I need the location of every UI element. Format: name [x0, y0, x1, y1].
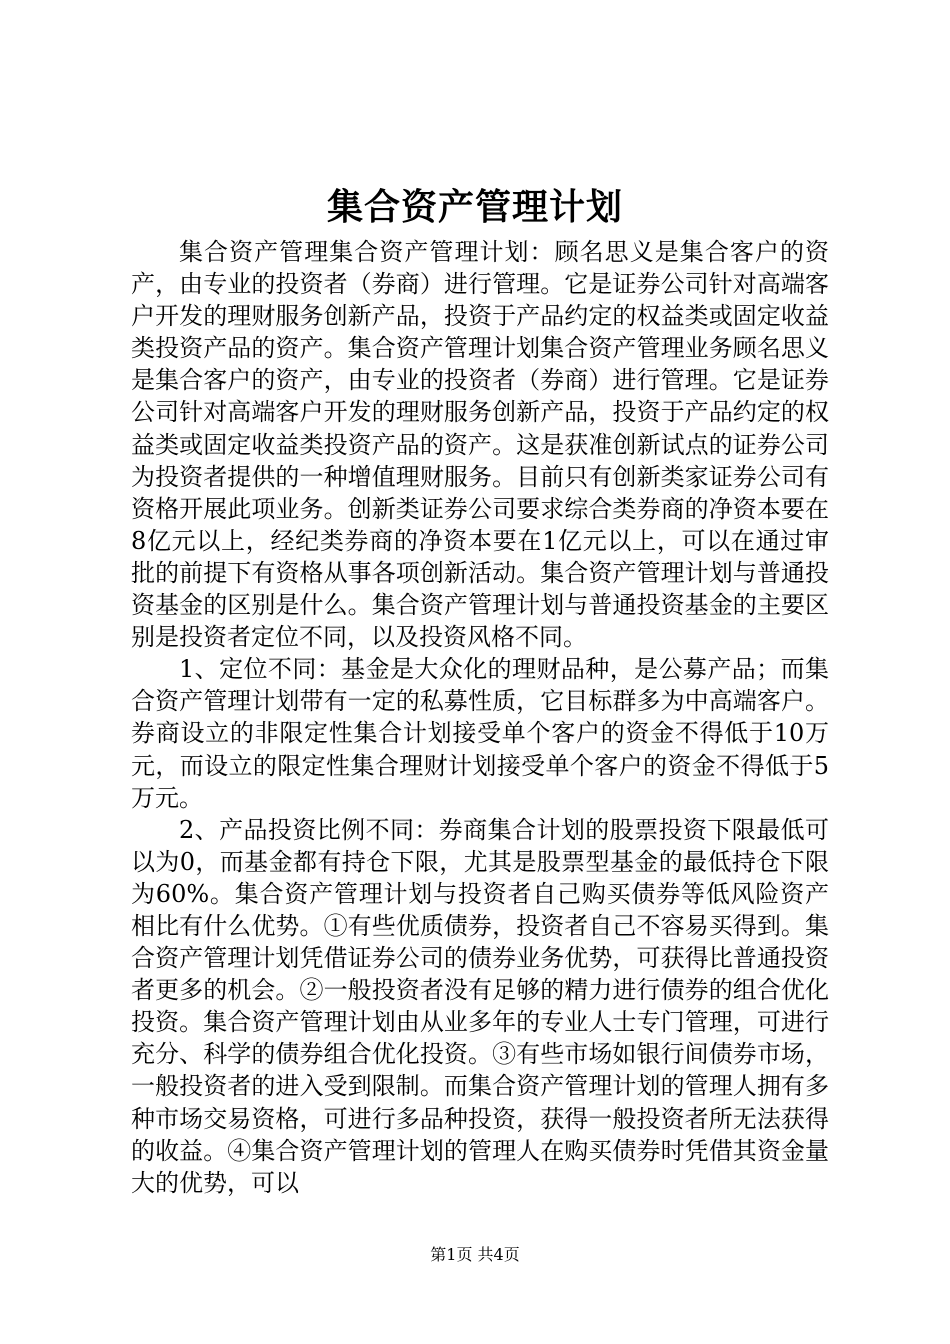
paragraph-investment-ratio: 2、产品投资比例不同：券商集合计划的股票投资下限最低可以为0，而基金都有持仓下限，尤其是股票型基金的最低持仓下限为60%。集合资产管理计划与投资者自己购买债券等低风险资产相比有什么优势。①有些优质债券，投资者自己不容易买得到。集合资产管理计划凭借证券公司的债券业务优势，可获得比普通投资者更多的机会。②一般投资者没有足够的精力进行债券的组合优化投资。集合资产管理计划由从业多年的专业人士专门管理，可进行充分、科学的债券组合优化投资。③有些市场如银行间债券市场，一般投资者的进入受到限制。而集合资产管理计划的管理人拥有多种市场交易资格，可进行多品种投资，获得一般投资者所无法获得的收益。④集合资产管理计划的管理人在购买债券时凭借其资金量大的优势，可以: [131, 815, 829, 1197]
paragraph-positioning: 1、定位不同：基金是大众化的理财品种，是公募产品；而集合资产管理计划带有一定的私募性质，它目标群多为中高端客户。券商设立的非限定性集合计划接受单个客户的资金不得低于10万元，而设立的限定性集合理财计划接受单个客户的资金不得低于5万元。: [131, 655, 829, 812]
document-body: [131, 236, 829, 1199]
page-number-footer: 第1页 共4页: [430, 1245, 520, 1264]
document-title: 集合资产管理计划: [326, 187, 623, 228]
paragraph-intro: 集合资产管理集合资产管理计划：顾名思义是集合客户的资产，由专业的投资者（券商）进行管理。它是证券公司针对高端客户开发的理财服务创新产品，投资于产品约定的权益类或固定收益类投资产品的资产。集合资产管理计划集合资产管理业务顾名思义是集合客户的资产，由专业的投资者（券商）进行管理。它是证券公司针对高端客户开发的理财服务创新产品，投资于产品约定的权益类或固定收益类投资产品的资产。这是获准创新试点的证券公司为投资者提供的一种增值理财服务。目前只有创新类家证券公司有资格开展此项业务。创新类证券公司要求综合类券商的净资本要在8亿元以上，经纪类券商的净资本要在1亿元以上，可以在通过审批的前提下有资格从事各项创新活动。集合资产管理计划与普通投资基金的区别是什么。集合资产管理计划与普通投资基金的主要区别是投资者定位不同，以及投资风格不同。: [131, 238, 829, 652]
